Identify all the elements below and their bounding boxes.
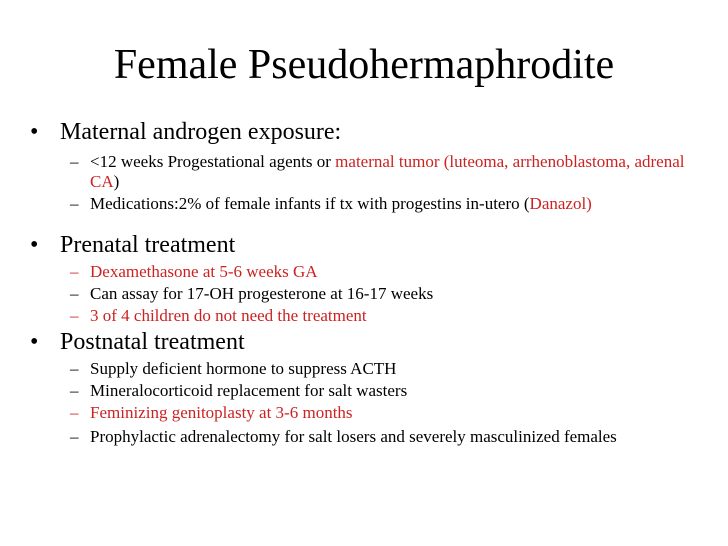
dash-icon: – xyxy=(70,306,79,325)
dash-icon: – xyxy=(70,403,79,422)
text-segment: Medications:2% of female infants if tx with progestins in-utero ( xyxy=(90,194,530,213)
sub-bullet-text: Can assay for 17-OH progesterone at 16-17 weeks xyxy=(90,284,434,303)
sub-bullet-text: Feminizing genitoplasty at 3-6 months xyxy=(90,403,353,422)
bullet-heading: Prenatal treatment xyxy=(60,232,236,258)
dash-icon: – xyxy=(70,381,79,400)
dash-icon: – xyxy=(70,359,79,378)
bullet-icon: • xyxy=(30,119,39,145)
bullet-heading: Maternal androgen exposure: xyxy=(60,119,342,145)
dash-icon: – xyxy=(70,284,79,303)
sub-bullet-text: Prophylactic adrenalectomy for salt losers and severely masculinized females xyxy=(90,427,617,446)
sub-bullet-text: 3 of 4 children do not need the treatment xyxy=(90,306,367,325)
text-segment: <12 weeks Progestational agents or xyxy=(90,152,336,171)
sub-bullet-text: Supply deficient hormone to suppress ACTH xyxy=(90,359,397,378)
dash-icon: – xyxy=(70,427,79,446)
sub-bullet-text: Dexamethasone at 5-6 weeks GA xyxy=(90,262,318,281)
bullet-icon: • xyxy=(30,232,39,258)
dash-icon: – xyxy=(70,152,79,171)
slide-title: Female Pseudohermaphrodite xyxy=(113,42,615,88)
sub-bullet-text xyxy=(90,152,710,192)
dash-icon: – xyxy=(70,262,79,281)
dash-icon: – xyxy=(70,194,79,213)
bullet-icon: • xyxy=(30,329,39,355)
bullet-heading: Postnatal treatment xyxy=(60,329,245,355)
highlight-text: maternal tumor (luteoma, arrhenoblastoma, adrenal CA xyxy=(90,152,685,191)
sub-bullet-text xyxy=(90,194,710,214)
highlight-text: Danazol) xyxy=(529,194,592,213)
text-segment: ) xyxy=(113,172,120,191)
sub-bullet-text: Mineralocorticoid replacement for salt wasters xyxy=(90,381,408,400)
